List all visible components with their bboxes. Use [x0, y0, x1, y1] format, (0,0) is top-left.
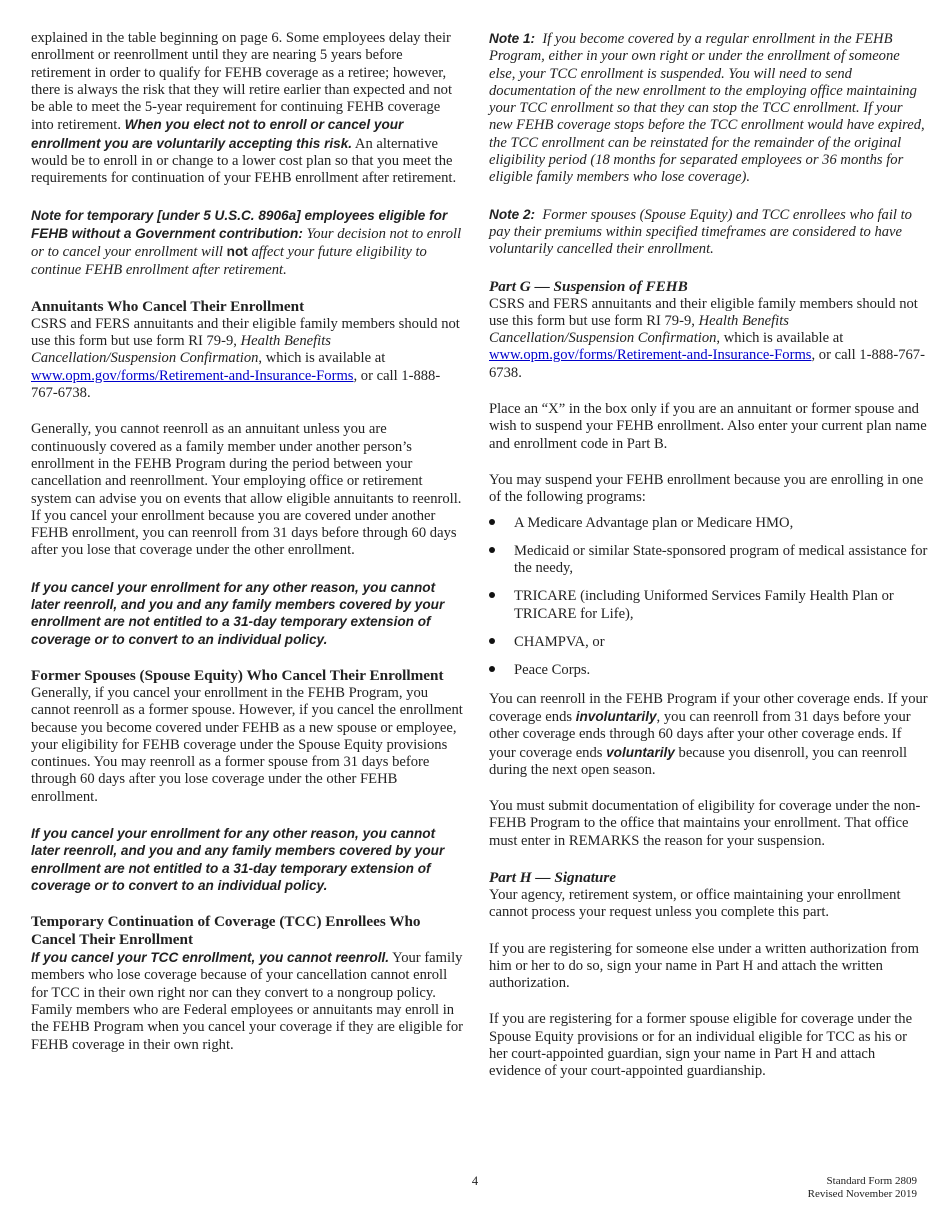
form-footer [808, 1175, 917, 1200]
note-2: Note 2: Former spouses (Spouse Equity) and TCC enrollees who fail to pay their premiums within specified timeframes are considered to have voluntarily cancelled their enrollment. [489, 206, 912, 258]
opm-forms-link[interactable]: www.opm.gov/forms/Retirement-and-Insurance-Forms [31, 367, 354, 384]
annuitants-heading: Annuitants Who Cancel Their Enrollment [31, 297, 305, 315]
list-item: Medicaid or similar State-sponsored program of medical assistance for the needy, [489, 543, 929, 578]
list-item: A Medicare Advantage plan or Medicare HMO, [489, 515, 929, 532]
former-spouses-paragraph: Generally, if you cancel your enrollment in the FEHB Program, you cannot reenroll as a former spouse. However, if you cancel the enrollment because you become covered under FEHB as a new spouse or employee, your eligibility for FEHB coverage under the Spouse Equity provisions continues. You may reenroll as a former spouse from 31 days before through 60 days after you lose coverage under the other FEHB enrollment. [31, 684, 463, 805]
bullet-icon [489, 519, 495, 525]
part-h-paragraph-2: If you are registering for someone else under a written authorization from him or her to do so, sign your name in Part H and attach the written authorization. [489, 940, 919, 992]
bullet-icon [489, 592, 495, 598]
left-column [31, 30, 463, 1054]
bullet-icon [489, 638, 495, 644]
risk-warning: When you elect not to enroll or cancel your enrollment you are voluntarily accepting this risk. [31, 117, 404, 151]
part-h-paragraph-1: Your agency, retirement system, or office maintaining your enrollment cannot process your request unless you complete this part. [489, 886, 901, 921]
right-column [489, 30, 929, 1081]
former-spouses-heading: Former Spouses (Spouse Equity) Who Cancel Their Enrollment [31, 666, 444, 684]
tcc-heading: Temporary Continuation of Coverage (TCC) Enrollees Who Cancel Their Enrollment [31, 913, 421, 949]
form-name: Standard Form 2809 [826, 1175, 917, 1187]
intro-paragraph: explained in the table beginning on page 6. Some employees delay their enrollment or reenrollment until they are nearing 5 years before retirement in order to qualify for FEHB coverage as a retiree; however, there is always the risk that they will retire earlier than expected and not be able to meet the 5-year requirement for continuing FEHB coverage into retirement. When you elect not to enroll or cancel your enrollment you are voluntarily accepting this risk. An alternative would be to enroll in or change to a lower cost plan so that you meet the requirements for continuation of your FEHB enrollment after retirement. [31, 30, 457, 187]
tcc-paragraph: If you cancel your TCC enrollment, you cannot reenroll. Your family members who lose coverage because of your cancellation cannot enroll for TCC in their own right nor can they convert to a nongroup policy. Family members who are Federal employees or annuitants may enroll in the FEHB Program when you cancel your coverage if they are eligible for FEHB coverage in their own right. [31, 950, 463, 1053]
temporary-employees-note: Note for temporary [under 5 U.S.C. 8906a] employees eligible for FEHB without a Government contribution: Your decision not to enroll or to cancel your enrollment will not affect your future eligibility to continue FEHB enrollment after retirement. [31, 207, 462, 278]
part-h-heading: Part H — Signature [489, 868, 617, 886]
part-g-paragraph-5: You must submit documentation of eligibility for coverage under the non-FEHB Program to the office that maintains your enrollment. That office must enter in REMARKS the reason for your suspension. [489, 798, 921, 849]
annuitants-paragraph-2: Generally, you cannot reenroll as an annuitant unless you are continuously covered as a family member under another person’s enrollment in the FEHB Program during the period between your cancellation and reenrollment. Your employing office or retirement system can advise you on events that allow eligible annuitants to reenroll. If you cancel your enrollment because you are covered under another FEHB enrollment, you can reenroll from 31 days before through 60 days after you lose that coverage under the other enrollment. [31, 421, 462, 559]
former-spouses-warning: If you cancel your enrollment for any other reason, you cannot later reenroll, and you and any family members covered by your enrollment are not entitled to a 31-day temporary extension of coverage or to convert to an individual policy. [31, 825, 445, 893]
opm-forms-link[interactable]: www.opm.gov/forms/Retirement-and-Insurance-Forms [489, 347, 812, 364]
bullet-icon [489, 666, 495, 672]
note-1: Note 1: If you become covered by a regular enrollment in the FEHB Program, either in your own right or under the enrollment of someone else, your TCC enrollment is suspended. You will need to send documentation of the new enrollment to the employing office maintaining your TCC enrollment so that they can stop the TCC enrollment. If your new FEHB coverage stops before the TCC enrollment would have expired, the TCC enrollment can be reinstated for the remainder of the original eligibility period (18 months for separated employees or 36 months for eligible family members who lose coverage). [489, 31, 925, 186]
part-g-paragraph-4: You can reenroll in the FEHB Program if your other coverage ends. If your coverage ends involuntarily, you can reenroll from 31 days before your other coverage ends through 60 days after your other coverage ends. If your coverage ends voluntarily because you disenroll, you can reenroll during the next open season. [489, 690, 928, 778]
part-g-heading: Part G — Suspension of FEHB [489, 277, 688, 295]
part-h-paragraph-3: If you are registering for a former spouse eligible for coverage under the Spouse Equity provisions or for an individual eligible for TCC as his or her court-appointed guardian, sign your name in Part H and attach evidence of your court-appointed guardianship. [489, 1011, 913, 1080]
program-list [489, 515, 929, 680]
part-g-paragraph-1: CSRS and FERS annuitants and their eligible family members should not use this form but use form RI 79-9, Health Benefits Cancellation/Suspension Confirmation, which is available at www.opm.gov/forms/Retirement-and-Insurance-Forms, or call 1-888-767-6738. [489, 295, 925, 381]
list-item: CHAMPVA, or [489, 634, 929, 651]
revision-date: Revised November 2019 [807, 1187, 917, 1200]
part-g-paragraph-3: You may suspend your FEHB enrollment because you are enrolling in one of the following programs: [489, 471, 924, 506]
annuitants-paragraph-1: CSRS and FERS annuitants and their eligible family members should not use this form but use form RI 79-9, Health Benefits Cancellation/Suspension Confirmation, which is available at www.opm.gov/forms/Retirement-and-Insurance-Forms, or call 1-888-767-6738. [31, 315, 460, 402]
list-item: Peace Corps. [489, 662, 929, 679]
part-g-paragraph-2: Place an “X” in the box only if you are an annuitant or former spouse and wish to suspend your FEHB enrollment. Also enter your current plan name and enrollment code in Part B. [489, 401, 927, 452]
list-item: TRICARE (including Uniformed Services Family Health Plan or TRICARE for Life), [489, 588, 929, 623]
page-number: 4 [471, 1174, 479, 1188]
bullet-icon [489, 547, 495, 553]
annuitants-warning: If you cancel your enrollment for any other reason, you cannot later reenroll, and you and any family members covered by your enrollment are not entitled to a 31-day temporary extension of coverage or to convert to an individual policy. [31, 579, 445, 647]
